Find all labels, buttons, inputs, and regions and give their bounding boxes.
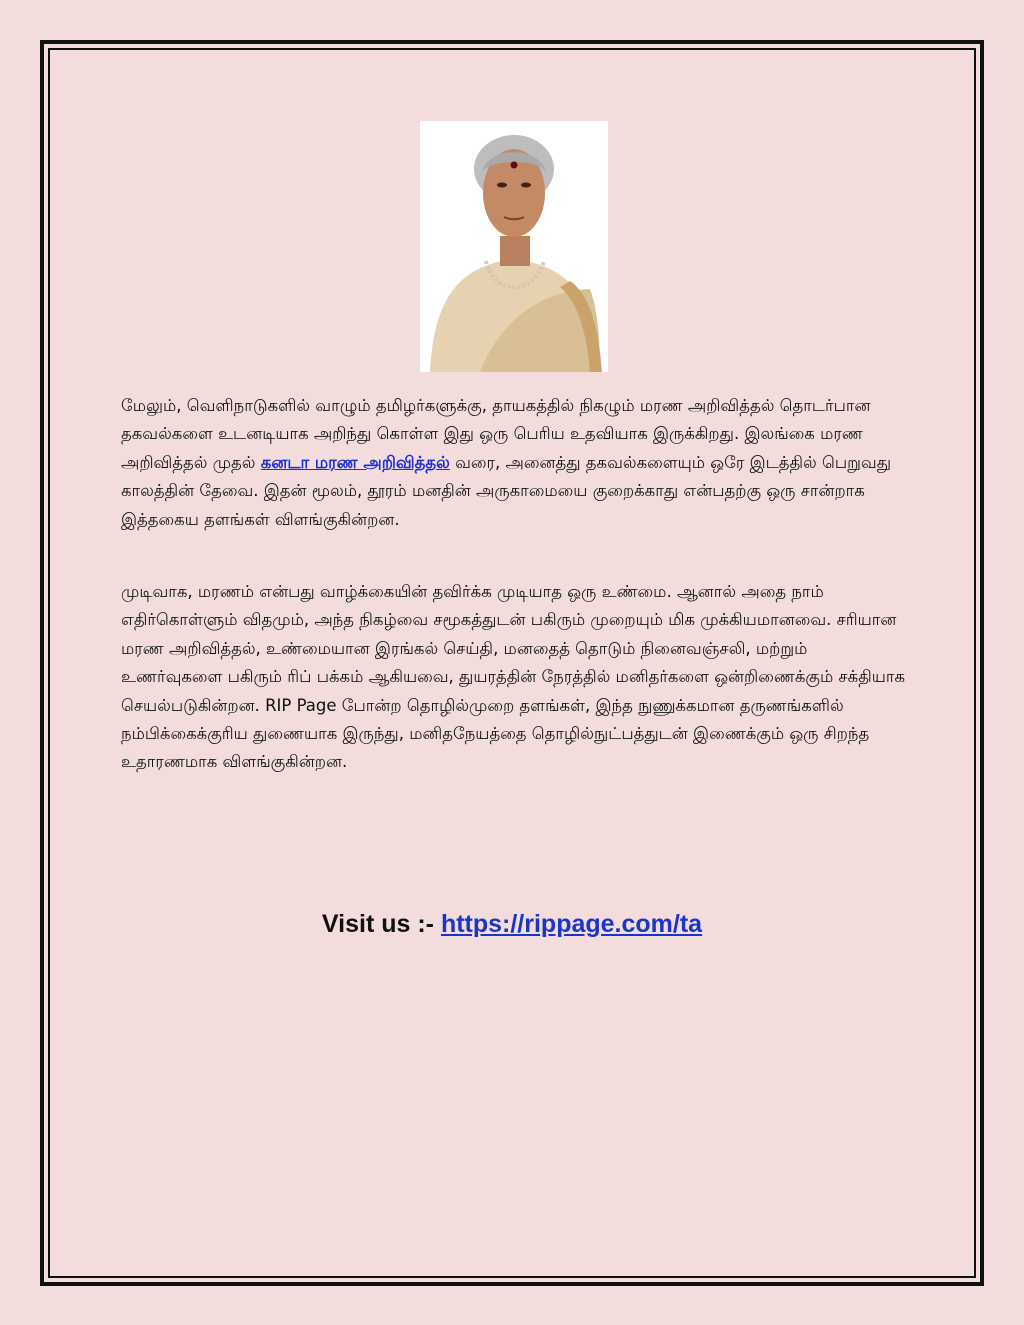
rippage-url-link[interactable]: https://rippage.com/ta — [440, 910, 703, 938]
portrait-illustration — [420, 121, 608, 372]
paragraph-1-text-start: மேலும், வெளிநாடுகளில் வாழும் தமிழர்களுக்கு, தாயகத்தில் நிகழும் மரண அறிவித்தல் தொடர்பான தகவல்களை உடனடியாக அறிந்து கொள்ள இது ஒரு பெரிய உதவியாக இருக்கிறது. இலங்கை மரண அறிவித்தல் முதல் — [121, 396, 871, 472]
paragraph-2-text: முடிவாக, மரணம் என்பது வாழ்க்கையின் தவிர்க்க முடியாத ஒரு உண்மை. ஆனால் அதை நாம் எதிர்கொள்ளும் விதமும், அந்த நிகழ்வை சமூகத்துடன் பகிரும் முறையும் மிக முக்கியமானவை. சரியான மரண அறிவித்தல், உண்மையான இரங்கல் செய்தி, மனதைத் தொடும் நினைவஞ்சலி, மற்றும் உணர்வுகளை பகிரும் ரிப் பக்கம் ஆகியவை, துயரத்தின் நேரத்தில் மனிதர்களை ஒன்றிணைக்கும் சக்தியாக செயல்படுகின்றன. RIP Page போன்ற தொழில்முறை தளங்கள், இந்த நுணுக்கமான தருணங்களில் நம்பிக்கைக்குரிய துணையாக இருந்து, மனிதநேயத்தை தொழில்நுட்பத்துடன் இணைக்கும் ஒரு சிறந்த உதாரணமாக விளங்குகின்றன. — [121, 582, 906, 772]
paragraph-1 — [121, 392, 911, 534]
visit-us-label: Visit us :- — [321, 910, 441, 938]
canada-death-notice-link[interactable]: கனடா மரண அறிவித்தல் — [260, 452, 450, 472]
portrait-photo — [420, 121, 608, 372]
paragraph-2 — [121, 578, 911, 777]
visit-us-line — [0, 910, 1024, 939]
paragraph-1-text-end: வரை, அனைத்து தகவல்களையும் ஒரே இடத்தில் பெறுவது காலத்தின் தேவை. இதன் மூலம், தூரம் மனதின் அருகாமையை குறைக்காது என்பதற்கு ஒரு சான்றாக இத்தகைய தளங்கள் விளங்குகின்றன. — [121, 452, 892, 529]
